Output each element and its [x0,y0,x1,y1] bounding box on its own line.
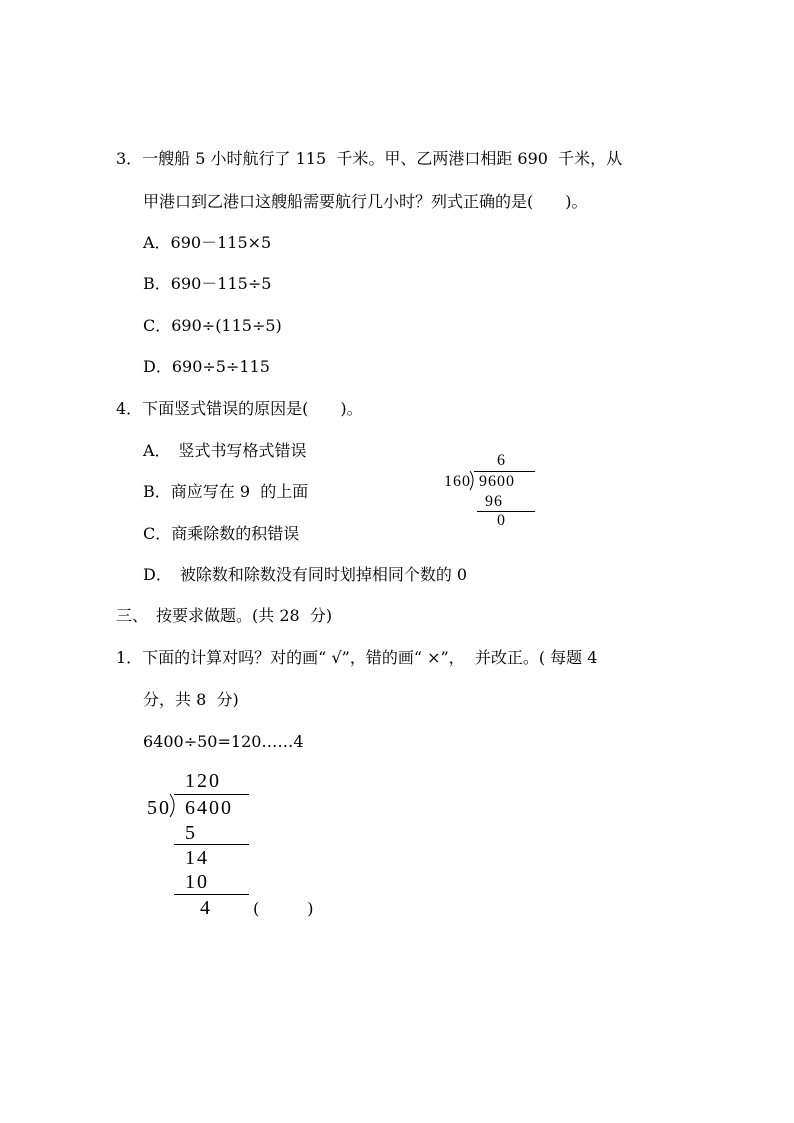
q1-subtraction-line-1 [174,844,249,845]
q3-stem-line1: 3．一艘船 5 小时航行了 115 千米。甲、乙两港口相距 690 千米，从 [116,149,623,168]
q4-option-a: A． 竖式书写格式错误 [143,441,307,460]
q3-option-d: D．690÷5÷115 [143,357,270,376]
q4-stem: 4．下面竖式错误的原因是( )。 [116,399,363,418]
q1-remainder: 4 [200,897,212,919]
q4-dividend: 9600 [479,473,515,490]
q1-step3: 10 [185,871,209,893]
q4-quotient: 6 [497,452,506,469]
q1-division-bracket [169,794,179,818]
q4-divisor: 160 [444,473,471,490]
q4-subtraction-line [477,511,535,512]
q3-stem-line2: 甲港口到乙港口这艘船需要航行几小时？列式正确的是( )。 [143,192,588,211]
q1-quotient: 120 [185,770,221,792]
q4-option-c: C．商乘除数的积错误 [143,524,300,543]
q1-subtraction-line-2 [174,894,249,895]
q1-stem-line1: 1．下面的计算对吗？对的画“ √”，错的画“ ×”， 并改正。( 每题 4 [116,648,598,667]
q1-step1: 5 [185,822,197,844]
q3-option-b: B．690－115÷5 [143,274,272,293]
q1-equation: 6400÷50=120……4 [143,732,304,751]
q3-option-a: A．690－115×5 [143,233,272,252]
q1-answer-blank[interactable]: ( ) [253,899,314,918]
q4-division-bar [474,471,535,472]
q1-step2: 14 [185,847,209,869]
q1-stem-line2: 分，共 8 分) [143,690,239,709]
q4-option-d: D． 被除数和除数没有同时划掉相同个数的 0 [143,565,468,584]
q4-option-b: B．商应写在 9 的上面 [143,482,309,501]
q4-product: 96 [485,493,503,510]
q1-divisor: 50 [147,797,171,819]
q4-remainder: 0 [497,512,506,529]
q4-division-bracket [469,471,477,491]
q3-option-c: C．690÷(115÷5) [143,316,282,335]
section3-heading: 三、 按要求做题。(共 28 分) [116,606,333,625]
q1-division-bar [174,794,249,795]
q1-dividend: 6400 [185,797,233,819]
